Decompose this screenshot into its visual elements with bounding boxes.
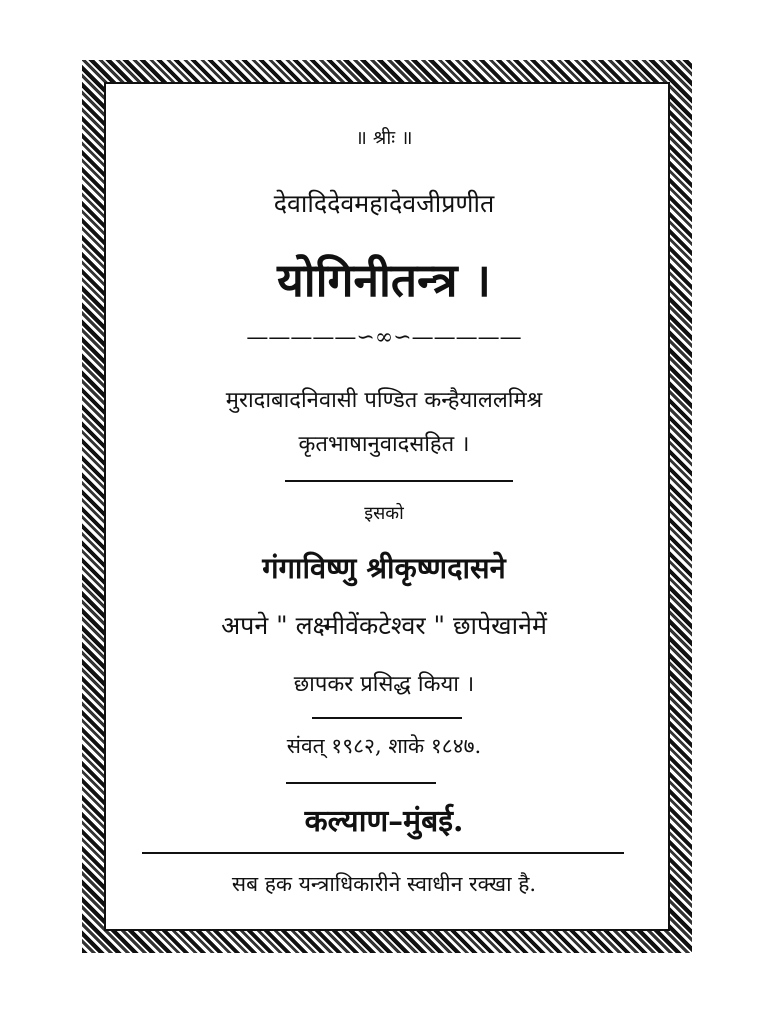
- author-line: देवादिदेवमहादेवजीप्रणीत: [273, 189, 495, 218]
- press-line: अपने " लक्ष्मीवेंकटेश्वर " छापेखानेमें: [221, 611, 547, 640]
- page-title: योगिनीतन्त्र ।: [277, 253, 491, 307]
- divider-rule: [312, 717, 462, 719]
- date-line: संवत् १९८२, शाके १८४७.: [286, 734, 482, 758]
- publisher-name: गंगाविष्णु श्रीकृष्णदासने: [262, 551, 506, 585]
- translation-line: कृतभाषानुवादसहित ।: [298, 432, 470, 457]
- prefix-text: इसको: [364, 503, 404, 524]
- copyright-line: सब हक यन्त्राधिकारीने स्वाधीन रक्खा है.: [231, 872, 537, 896]
- divider-rule: [142, 852, 624, 854]
- published-line: छापकर प्रसिद्ध किया ।: [293, 672, 475, 697]
- place-line: कल्याण–मुंबई.: [304, 804, 464, 839]
- translator-line: मुरादाबादनिवासी पण्डित कन्हैयाललमिश्र: [225, 388, 543, 413]
- divider-rule: [286, 782, 436, 784]
- invocation: ॥ श्रीः ॥: [355, 127, 413, 149]
- divider-rule: [285, 480, 513, 482]
- ornament-divider: —————∽∞∽—————: [246, 325, 522, 350]
